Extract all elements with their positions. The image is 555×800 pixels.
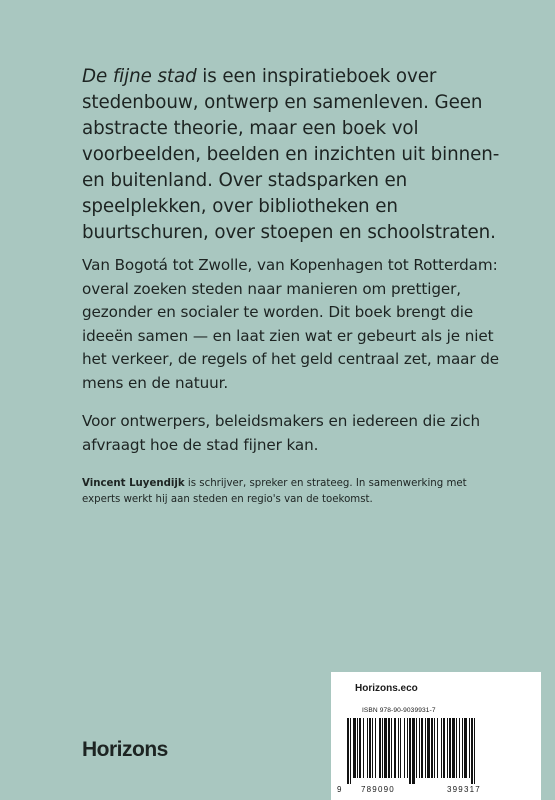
barcode-bar (372, 718, 373, 778)
barcode-bar (375, 718, 376, 778)
barcode-bar (404, 718, 405, 778)
barcode-bar (384, 718, 387, 778)
publisher-website: Horizons.eco (355, 683, 418, 694)
barcode-bar (464, 718, 467, 778)
author-name: Vincent Luyendijk (82, 478, 185, 489)
body-paragraph-3: Voor ontwerpers, beleidsmakers en iedereen die zich afvraagt hoe de stad fijner kan. (82, 412, 481, 454)
barcode-bar (388, 718, 390, 778)
barcode-bar (353, 718, 356, 778)
body-paragraph-2: Van Bogotá tot Zwolle, van Kopenhagen tot Rotterdam: overal zoeken steden naar manieren om prettiger, gezonder en socialer te worden. Dit boek brengt die ideeën samen — en laat zien wat er gebeurt als je niet het verkeer, de regels of het geld centraal zet, maar de mens en de natuur. (82, 256, 500, 392)
intro-text: is een inspiratieboek over stedenbouw, ontwerp en samenleven. Geen abstracte theorie, maar een boek vol voorbeelden, beelden en inzichten uit binnen- en buitenland. Over stadsparken en speelplekken, over bibliotheken en buurtschuren, over stoepen en schoolstraten. (82, 66, 500, 243)
barcode-bar (382, 718, 383, 778)
barcode-bar (357, 718, 358, 778)
barcode-bar (412, 718, 415, 784)
isbn-label: ISBN 978-90-9039931-7 (362, 707, 436, 714)
barcode-image (343, 718, 533, 790)
publisher-logo: Horizons (82, 738, 168, 761)
barcode-bar (409, 718, 411, 784)
barcode-bar (367, 718, 368, 778)
barcode-digit-first: 9 (337, 785, 343, 794)
barcode-digits-left: 789090 (361, 785, 395, 794)
barcode-bar (350, 718, 351, 784)
barcode-bar (449, 718, 451, 778)
barcode-bar (394, 718, 396, 778)
barcode-bar (443, 718, 445, 778)
barcode-panel (331, 672, 541, 800)
barcode-bar (474, 718, 475, 784)
barcode-bar (419, 718, 420, 778)
intro-paragraph (82, 64, 522, 246)
barcode-bar (437, 718, 438, 778)
barcode-bar (421, 718, 423, 778)
barcode-bar (431, 718, 433, 778)
barcode-bar (462, 718, 463, 778)
barcode-bar (427, 718, 430, 778)
barcode-bar (469, 718, 470, 778)
barcode-bar (347, 718, 349, 784)
barcode-bar (363, 718, 364, 778)
barcode-bar (391, 718, 392, 778)
barcode-bar (359, 718, 361, 778)
barcode-bar (471, 718, 473, 784)
barcode-bar (447, 718, 448, 778)
barcode-bar (441, 718, 442, 778)
author-bio (82, 476, 502, 508)
barcode-bar (369, 718, 371, 778)
barcode-bar (416, 718, 417, 778)
barcode-bar (379, 718, 381, 778)
barcode-bar (456, 718, 457, 778)
barcode-bar (407, 718, 408, 778)
book-title: De fijne stad (82, 66, 197, 87)
barcode-bar (459, 718, 460, 778)
barcode-bar (452, 718, 455, 778)
author-bio-text: is schrijver, spreker en strateeg. In samenwerking met experts werkt hij aan steden en regio's van de toekomst. (82, 478, 467, 505)
barcode-bar (434, 718, 435, 778)
barcode-bar (398, 718, 399, 778)
barcode-digits-right: 399317 (447, 785, 481, 794)
barcode-bar (425, 718, 426, 778)
barcode-bar (400, 718, 401, 778)
